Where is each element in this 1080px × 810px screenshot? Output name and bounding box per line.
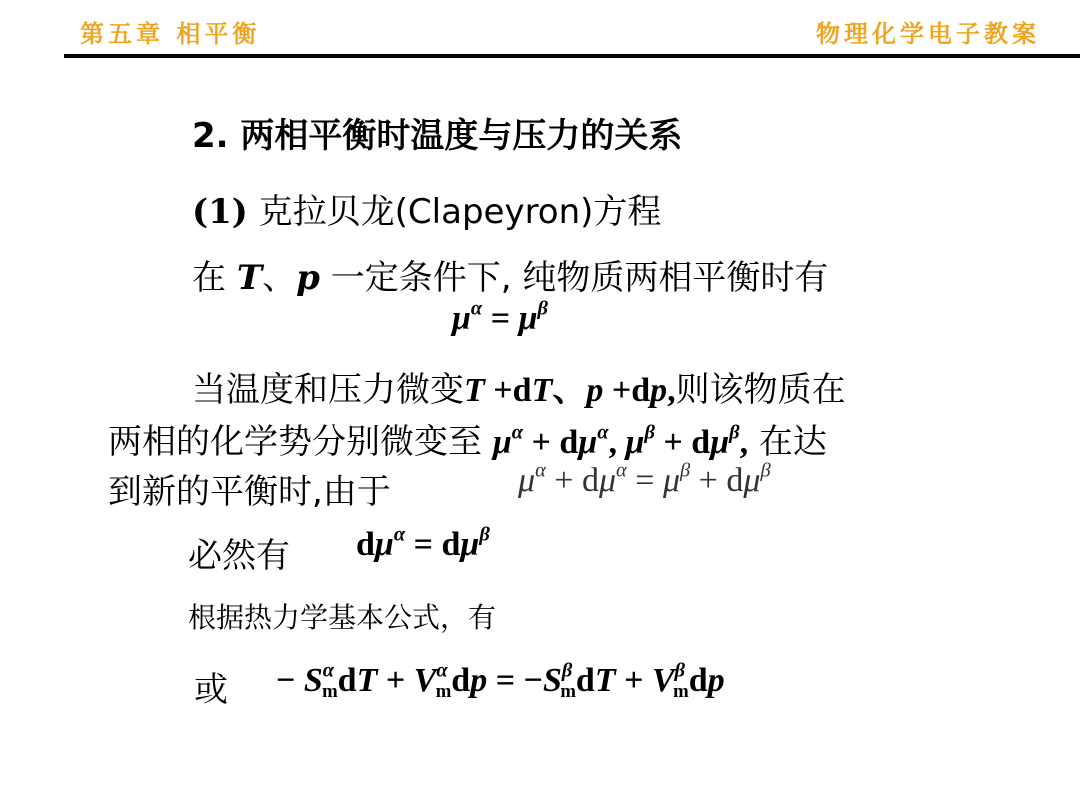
- change-rest: 则该物质在: [675, 370, 846, 410]
- necessarily-label: 必然有: [188, 536, 290, 576]
- line2-text: 两相的化学势分别微变至: [108, 422, 482, 462]
- subsection-heading: [192, 184, 661, 233]
- condition-line: [192, 250, 828, 299]
- change-vars: T +dT、p +dp,: [464, 370, 676, 410]
- line3-text: 到新的平衡时,由于: [108, 472, 391, 512]
- line2-end: 在达: [758, 422, 827, 462]
- subsection-number: (1): [192, 192, 248, 232]
- necessarily-line: [188, 528, 290, 577]
- condition-rest: 一定条件下, 纯物质两相平衡时有: [330, 258, 829, 298]
- condition-sep: 、: [262, 258, 297, 298]
- or-label: 或: [194, 670, 228, 710]
- equation-clapeyron-basis: − $S^\alpha_mdT + V^\alpha_mdp = -S^\beta_mdT + V^\beta_mdp$: [276, 659, 725, 702]
- header-divider: [64, 54, 1080, 58]
- course-title: 物理化学电子教案: [816, 20, 1040, 48]
- condition-prefix: 在: [192, 258, 226, 298]
- equation-dmu-equal: $d\mu^\alpha = d\mu^\beta$: [356, 523, 490, 563]
- change-line: [192, 362, 846, 411]
- new-equilibrium-line: [108, 464, 391, 513]
- chemical-potential-line: [108, 414, 827, 463]
- change-text: 当温度和压力微变: [192, 370, 464, 410]
- chapter-title: 第五章 相平衡: [80, 20, 261, 48]
- subsection-name: 克拉贝龙(Clapeyron)方程: [258, 192, 662, 232]
- equation-equilibrium: $\mu^\alpha + d\mu^\alpha = \mu^\beta + d\mu^\beta$: [518, 459, 771, 499]
- var-p: p: [296, 258, 320, 298]
- equation-mu-equal: $\mu^\alpha = \mu^\beta$: [452, 297, 548, 337]
- line2-math: $\mu^\alpha + d\mu^\alpha$, $\mu^\beta + d\mu^\beta$,: [492, 421, 749, 461]
- section-title: 2. 两相平衡时温度与压力的关系: [192, 116, 683, 156]
- var-T: T: [236, 258, 263, 298]
- basis-line: 根据热力学基本公式，有: [188, 601, 497, 634]
